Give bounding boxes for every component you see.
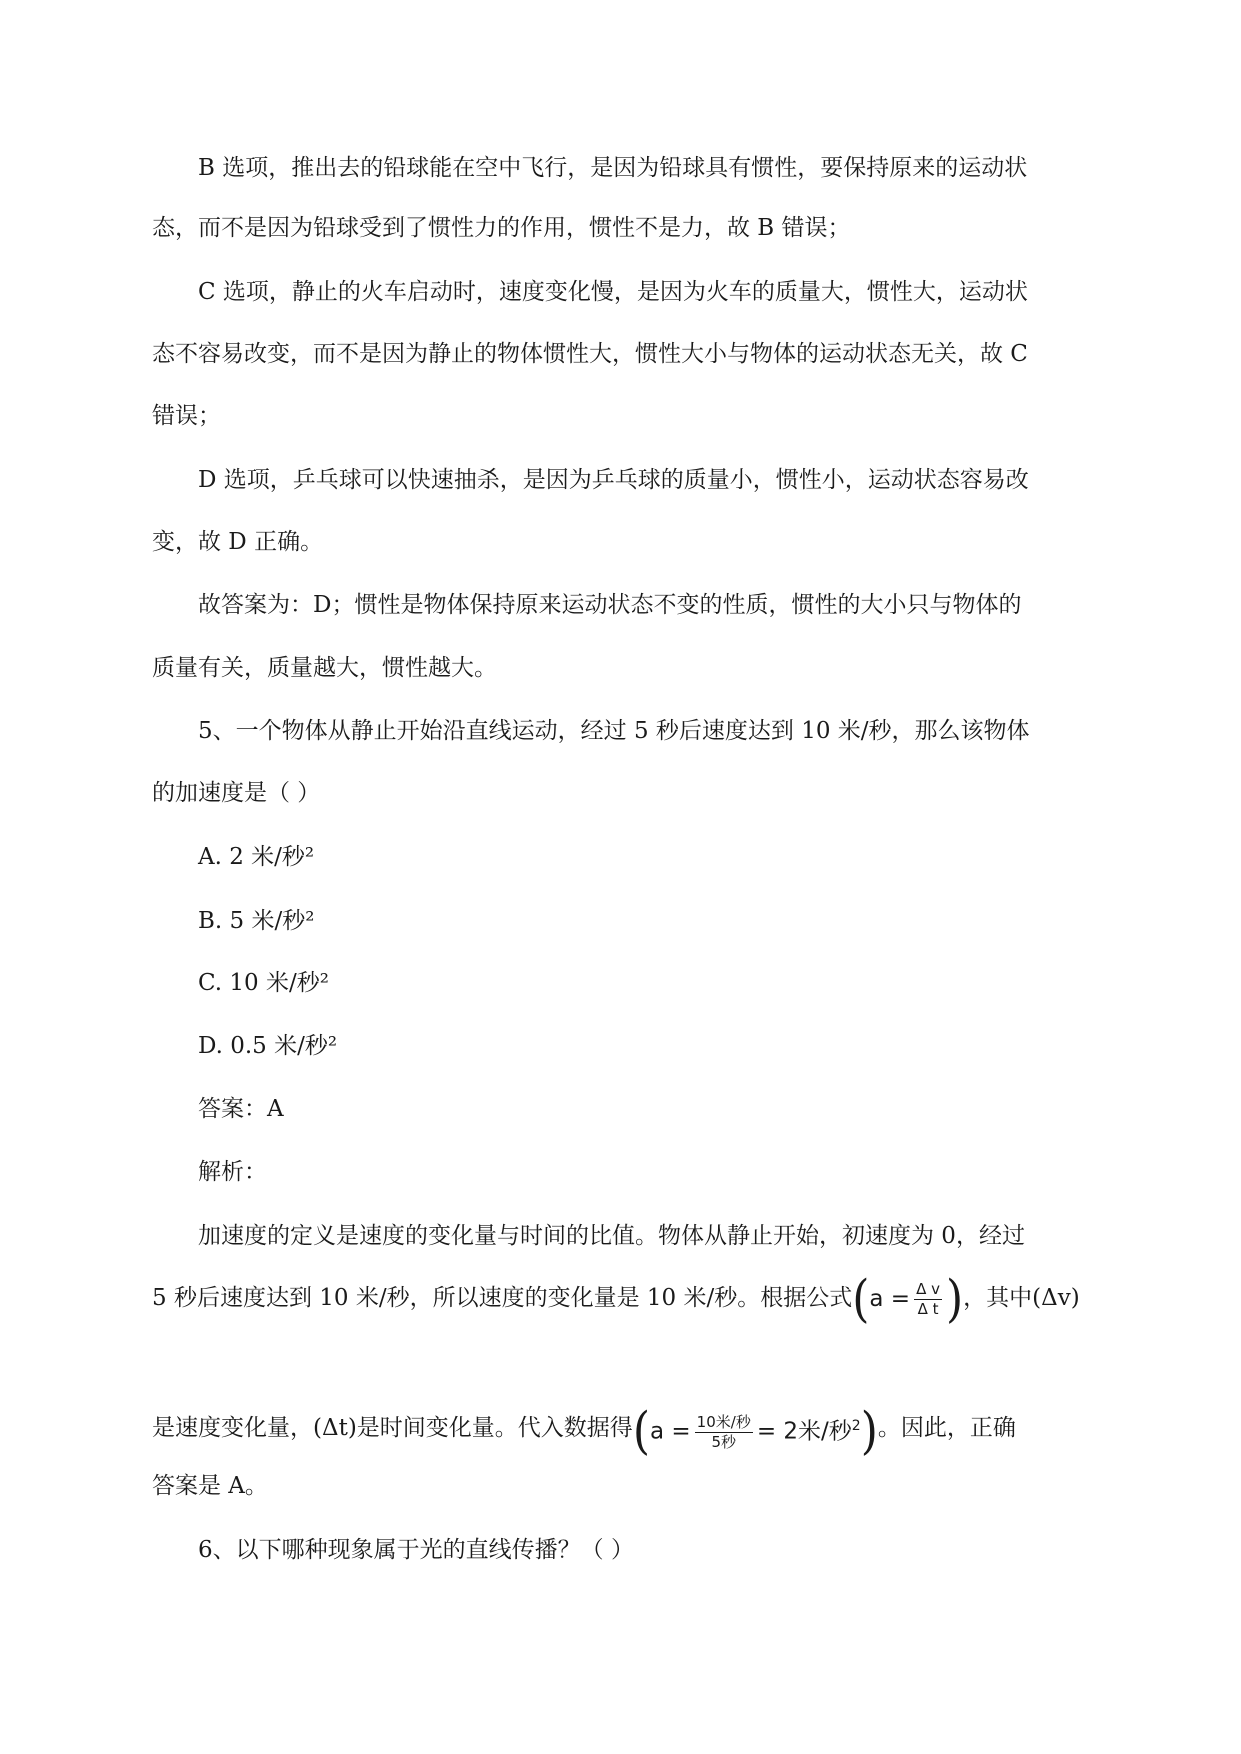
analysis-line: 加速度的定义是速度的变化量与时间的比值。物体从静止开始，初速度为 0，经过	[198, 1223, 1025, 1249]
formula-lhs: a =	[649, 1418, 691, 1445]
analysis-text: 是速度变化量，(Δt)是时间变化量。代入数据得	[152, 1414, 633, 1441]
paragraph-line: 态，而不是因为铅球受到了惯性力的作用，惯性不是力，故 B 错误；	[152, 215, 851, 241]
fraction-denominator: Δ t	[917, 1300, 939, 1318]
question-6-stem: 6、以下哪种现象属于光的直线传播？（ ）	[198, 1537, 634, 1563]
fraction-denominator: 5秒	[711, 1432, 737, 1451]
paragraph-line: 故答案为：D；惯性是物体保持原来运动状态不变的性质，惯性的大小只与物体的	[198, 592, 1022, 618]
right-paren-glyph: )	[860, 1402, 878, 1461]
analysis-line-with-formula	[152, 1398, 1016, 1461]
fraction-numerator: 10米/秒	[696, 1412, 751, 1431]
option-c: C. 10 米/秒²	[198, 970, 329, 996]
answer-line: 答案：A	[198, 1096, 284, 1122]
option-b: B. 5 米/秒²	[198, 908, 315, 934]
question-5-stem: 5、一个物体从静止开始沿直线运动，经过 5 秒后速度达到 10 米/秒，那么该物体	[198, 718, 1030, 744]
formula-rhs: = 2米/秒	[756, 1418, 852, 1445]
fraction-numerator: Δ v	[916, 1280, 940, 1298]
analysis-label: 解析：	[198, 1159, 267, 1185]
fraction	[914, 1282, 942, 1317]
left-paren-glyph: (	[632, 1402, 650, 1461]
right-paren-glyph: )	[946, 1269, 964, 1329]
paragraph-line: 变，故 D 正确。	[152, 529, 324, 555]
formula-lhs: a =	[869, 1286, 911, 1312]
paragraph-line: C 选项，静止的火车启动时，速度变化慢，是因为火车的质量大，惯性大，运动状	[198, 279, 1028, 305]
left-paren-glyph: (	[852, 1269, 870, 1329]
question-5-stem-cont: 的加速度是（ ）	[152, 780, 321, 806]
analysis-text: 5 秒后速度达到 10 米/秒，所以速度的变化量是 10 米/秒。根据公式	[152, 1285, 853, 1311]
analysis-line: 答案是 A。	[152, 1473, 268, 1499]
paragraph-line: 质量有关，质量越大，惯性越大。	[152, 655, 497, 681]
analysis-text: 。因此，正确	[877, 1414, 1016, 1441]
analysis-text: ，其中(Δv)	[963, 1285, 1080, 1311]
option-a: A. 2 米/秒²	[198, 844, 315, 870]
formula-acceleration	[852, 1271, 963, 1327]
paragraph-line: 错误；	[152, 403, 221, 429]
paragraph-line: 态不容易改变，而不是因为静止的物体惯性大，惯性大小与物体的运动状态无关，故 C	[152, 341, 1028, 367]
formula-substitution	[633, 1398, 878, 1460]
fraction	[695, 1412, 753, 1451]
formula-exponent: 2	[851, 1418, 861, 1434]
paragraph-line: D 选项，乒乓球可以快速抽杀，是因为乒乓球的质量小，惯性小，运动状态容易改	[198, 467, 1029, 493]
paragraph-line: B 选项，推出去的铅球能在空中飞行，是因为铅球具有惯性，要保持原来的运动状	[198, 155, 1028, 181]
option-d: D. 0.5 米/秒²	[198, 1033, 338, 1059]
analysis-line-with-formula	[152, 1269, 1080, 1329]
